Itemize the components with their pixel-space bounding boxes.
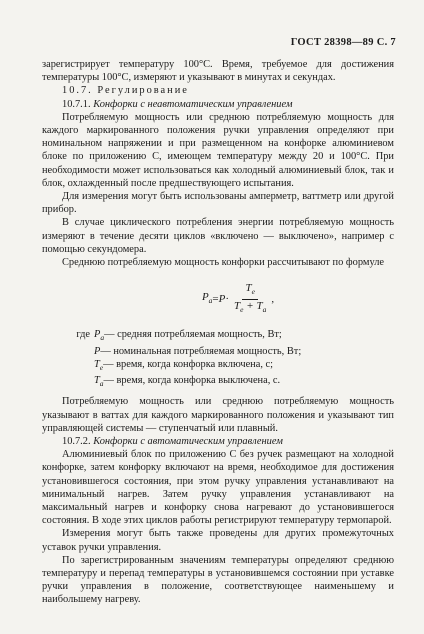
legend-symbol: $T_a$ [94, 375, 104, 389]
legend-label [42, 358, 94, 374]
legend-label [42, 345, 94, 358]
legend-text: — средняя потребляемая мощность, Вт; [104, 329, 282, 341]
formula-fraction [231, 282, 269, 316]
legend-row [42, 345, 394, 358]
subsection-number: 10.7.2. [62, 435, 91, 447]
subsection-title: Конфорки с неавтоматическим управлением [93, 98, 293, 110]
page-header: ГОСТ 28398—89 С. 7 [290, 37, 396, 48]
paragraph-formula-intro: Среднюю потребляемую мощность конфорки рассчитывают по формуле [62, 257, 384, 269]
legend-symbol: P [94, 345, 101, 357]
formula-p: P [218, 292, 226, 305]
legend-row [42, 374, 394, 390]
legend-symbol: $P_a$ [94, 329, 105, 343]
subsection-title: Конфорки с автоматическим управлением [93, 435, 283, 447]
formula-denominator: $T_e + T_a$ [234, 299, 267, 314]
formula-legend [42, 328, 394, 390]
paragraph-temperature-results: По зарегистрированным значениям температуры определяют среднюю температуру и перепад температуры в установившемся состоянии при уставке ручки управления в положение, соответствующее наименьшему и наибольшему нагреву. [42, 554, 394, 606]
legend-text: — время, когда конфорка выключена, с. [103, 375, 281, 387]
formula-lhs: $P_a$ [201, 291, 213, 306]
subsection-heading-10-7-1 [42, 98, 394, 111]
formula-dot: · [225, 292, 230, 305]
legend-row [42, 328, 394, 344]
paragraph-power-indication: Потребляемую мощность или среднюю потребляемую мощность указывают в ваттах для каждого маркированного положения и указывают тип управляющей системы — ступенчатый или плавный. [42, 396, 394, 434]
legend-symbol: $T_e$ [94, 358, 104, 372]
paragraph-power-definition: Потребляемую мощность или среднюю потребляемую мощность для каждого маркированного положения ручки управления определяют при номинальном напряжении и при размещенном на конфорке алюминиевом блоке по приложению С, имеющем температуру между 20 и 100°С. При необходимости может использоваться как холодный алюминиевый блок, так и блок, охлажденный после предшествующего испытания. [42, 111, 394, 189]
paragraph-cyclic: В случае циклического потребления энергии потребляемую мощность измеряют в течение десяти циклов «включено — выключено», например с помощью секундомера. [42, 217, 394, 255]
formula-tail: , [271, 292, 275, 305]
document-body [42, 58, 394, 607]
legend-label [42, 374, 94, 390]
legend-text: — время, когда конфорка включена, с; [103, 358, 274, 370]
paragraph-aluminium-block: Алюминиевый блок по приложению С без ручек размещают на холодной конфорке, затем конфорку включают на время, необходимое для достижения установившегося состояния, при этом ручку управления устанавливают на минимальный нагрев. Затем ручку управления устанавливают на максимальный нагрев и конфорку снова нагревают до установившегося состояния. В ходе этих циклов работы регистрируют температуру термопарой. [42, 449, 394, 527]
subsection-heading-10-7-2 [42, 435, 394, 448]
subsection-number: 10.7.1. [62, 98, 91, 110]
paragraph-intermediate-settings: Измерения могут быть также проведены для других промежуточных уставок ручки управления. [42, 528, 394, 553]
formula [82, 279, 394, 319]
legend-label: где [76, 329, 90, 341]
section-heading-10-7-text: 10.7. Регулирование [62, 85, 189, 97]
legend-text: — номинальная потребляемая мощность, Вт; [100, 345, 302, 357]
paragraph-continuation: зарегистрирует температуру 100°С. Время, требуемое для достижения температуры 100°С, измеряют и указывают в минутах и секундах. [42, 59, 394, 84]
formula-equals: = [212, 292, 219, 305]
legend-row [42, 358, 394, 374]
paragraph-instruments: Для измерения могут быть использованы амперметр, ваттметр или другой прибор. [42, 191, 394, 216]
formula-numerator: $T_e$ [242, 282, 257, 299]
section-heading-10-7 [42, 84, 394, 97]
